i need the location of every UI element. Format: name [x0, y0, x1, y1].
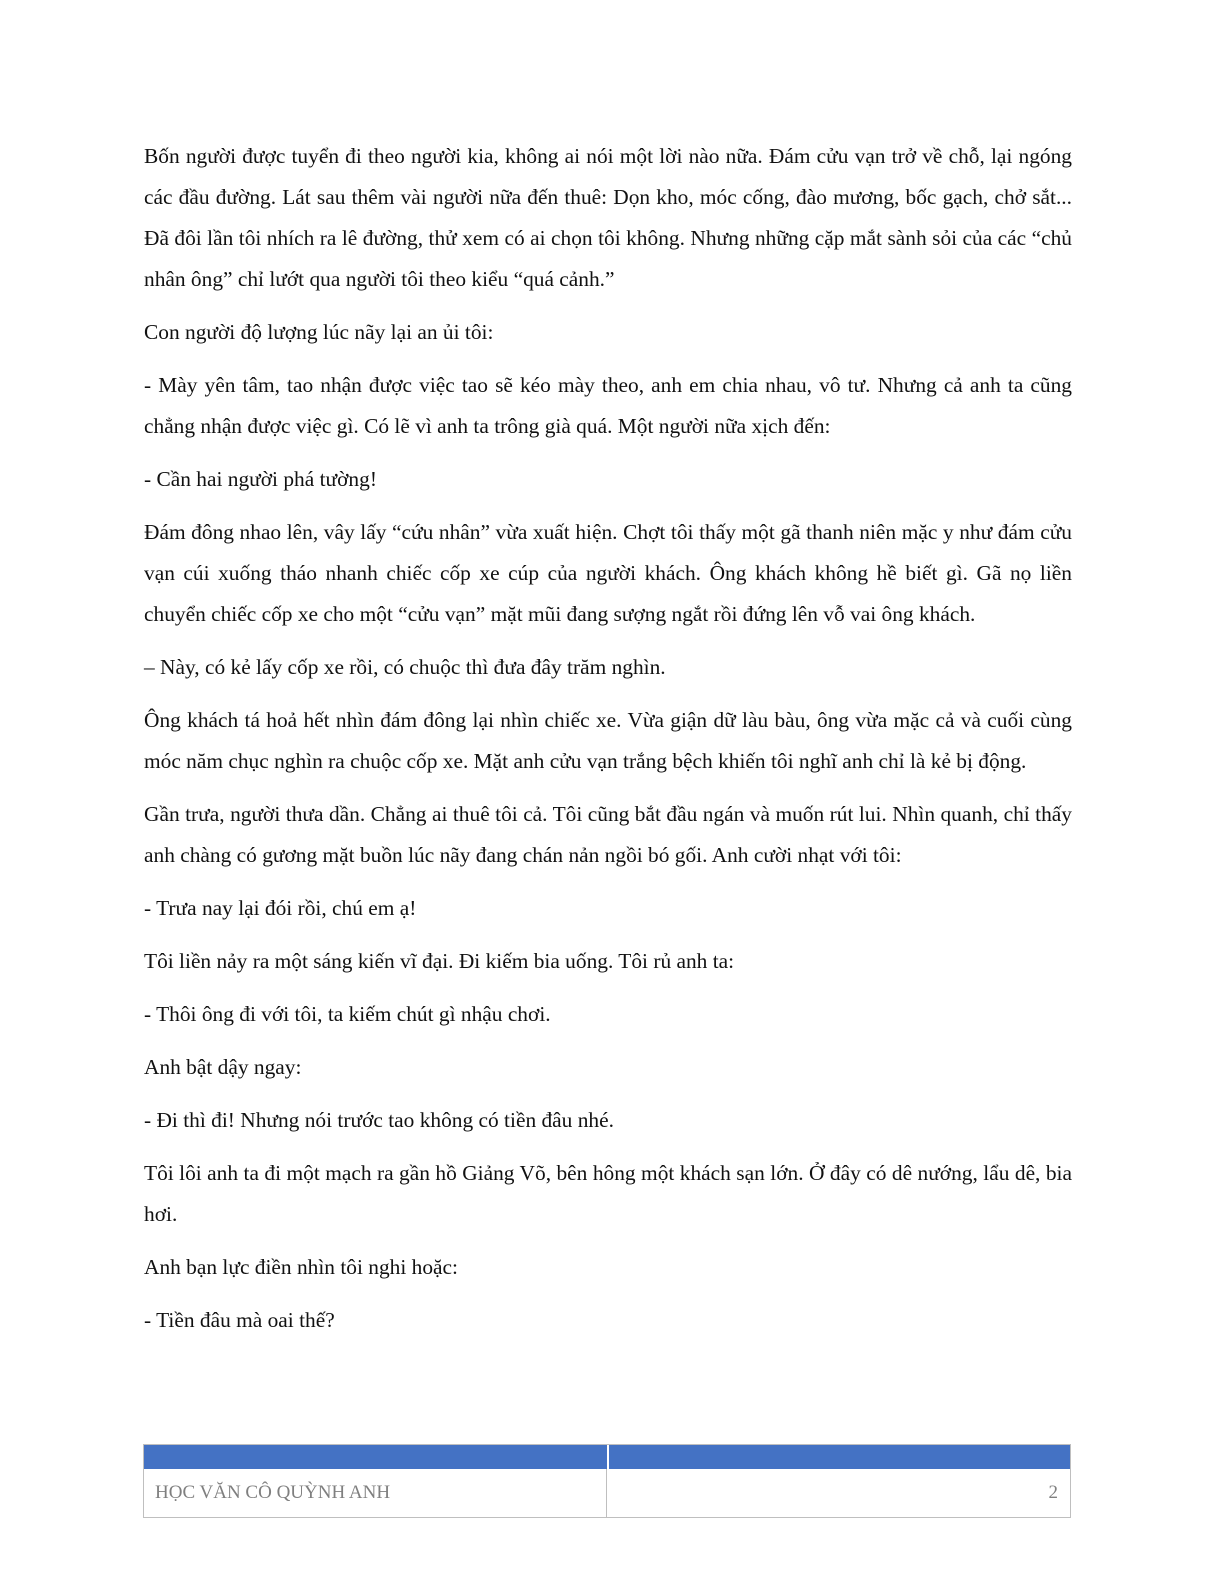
page-number: 2 [1048, 1482, 1058, 1503]
footer-accent-bar [144, 1445, 1070, 1469]
paragraph: Tôi lôi anh ta đi một mạch ra gần hồ Giảng Võ, bên hông một khách sạn lớn. Ở đây có dê nướng, lẩu dê, bia hơi. [144, 1161, 1072, 1226]
footer-label: HỌC VĂN CÔ QUỲNH ANH [144, 1469, 607, 1517]
paragraph: - Tiền đâu mà oai thế? [144, 1308, 335, 1332]
footer-accent-bar-left [144, 1445, 609, 1469]
paragraph: Con người độ lượng lúc nãy lại an ủi tôi: [144, 320, 494, 344]
paragraph: Bốn người được tuyển đi theo người kia, không ai nói một lời nào nữa. Đám cửu vạn trở về chỗ, lại ngóng các đầu đường. Lát sau thêm vài người nữa đến thuê: Dọn kho, móc cống, đào mương, bốc gạch, chở sắt... Đã đôi lần tôi nhích ra lê đường, thử xem có ai chọn tôi không. Nhưng những cặp mắt sành sỏi của các “chủ nhân ông” chỉ lướt qua người tôi theo kiểu “quá cảnh.” [144, 144, 1072, 291]
paragraph: - Trưa nay lại đói rồi, chú em ạ! [144, 896, 417, 920]
paragraph: - Cần hai người phá tường! [144, 467, 377, 491]
paragraph: Tôi liền nảy ra một sáng kiến vĩ đại. Đi kiếm bia uống. Tôi rủ anh ta: [144, 949, 735, 973]
paragraph: Gần trưa, người thưa dần. Chẳng ai thuê tôi cả. Tôi cũng bắt đầu ngán và muốn rút lui. Nhìn quanh, chỉ thấy anh chàng có gương mặt buồn lúc nãy đang chán nản ngồi bó gối. Anh cười nhạt với tôi: [144, 802, 1072, 867]
paragraph: - Đi thì đi! Nhưng nói trước tao không có tiền đâu nhé. [144, 1108, 614, 1132]
footer-accent-bar-right [609, 1445, 1070, 1469]
page-footer [143, 1444, 1071, 1518]
paragraph: – Này, có kẻ lấy cốp xe rồi, có chuộc thì đưa đây trăm nghìn. [144, 655, 666, 679]
paragraph: Ông khách tá hoả hết nhìn đám đông lại nhìn chiếc xe. Vừa giận dữ làu bàu, ông vừa mặc cả và cuối cùng móc năm chục nghìn ra chuộc cốp xe. Mặt anh cửu vạn trắng bệch khiến tôi nghĩ anh chỉ là kẻ bị động. [144, 708, 1072, 773]
body-text [144, 136, 1072, 1353]
footer-row [144, 1469, 1070, 1517]
paragraph: - Mày yên tâm, tao nhận được việc tao sẽ kéo mày theo, anh em chia nhau, vô tư. Nhưng cả anh ta cũng chẳng nhận được việc gì. Có lẽ vì anh ta trông già quá. Một người nữa xịch đến: [144, 373, 1072, 438]
paragraph: - Thôi ông đi với tôi, ta kiếm chút gì nhậu chơi. [144, 1002, 551, 1026]
paragraph: Đám đông nhao lên, vây lấy “cứu nhân” vừa xuất hiện. Chợt tôi thấy một gã thanh niên mặc y như đám cửu vạn cúi xuống tháo nhanh chiếc cốp xe cúp của người khách. Ông khách không hề biết gì. Gã nọ liền chuyển chiếc cốp xe cho một “cửu vạn” mặt mũi đang sượng ngắt rồi đứng lên vỗ vai ông khách. [144, 520, 1072, 626]
paragraph: Anh bật dậy ngay: [144, 1055, 302, 1079]
paragraph: Anh bạn lực điền nhìn tôi nghi hoặc: [144, 1255, 458, 1279]
